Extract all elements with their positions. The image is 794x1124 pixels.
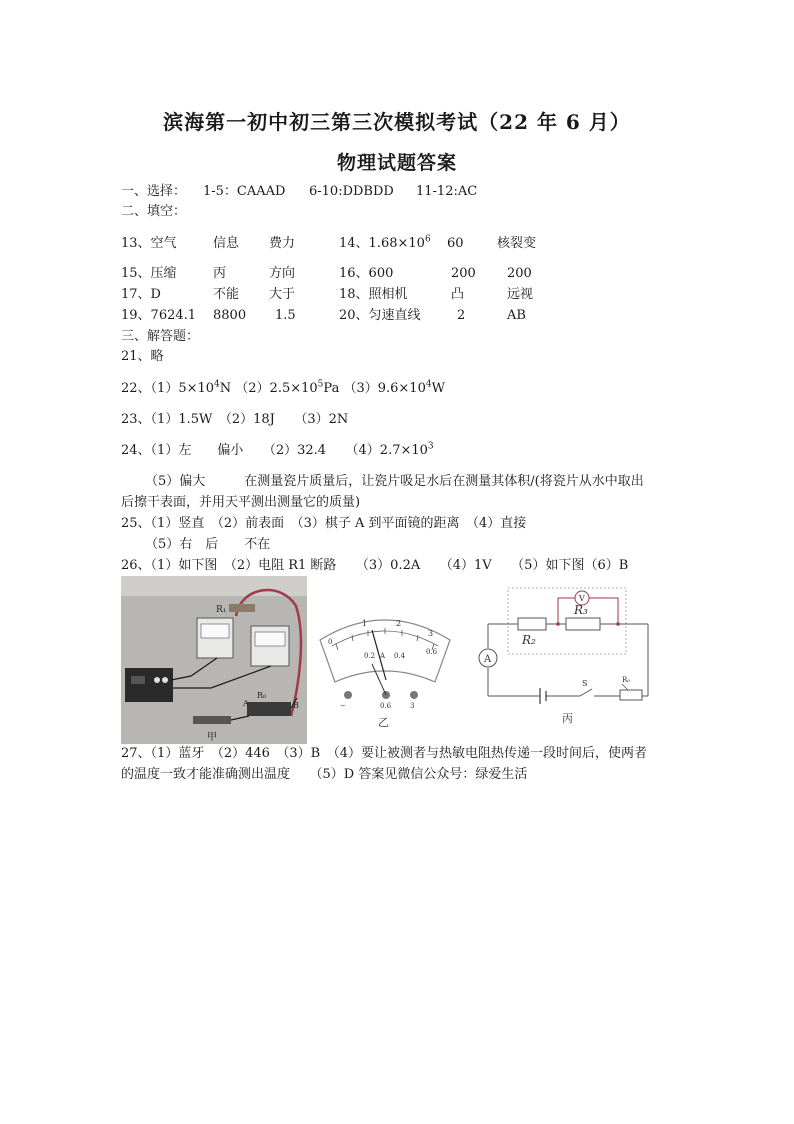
ammeter-label: A <box>484 654 492 665</box>
answer-q21: 21、略 <box>121 349 164 364</box>
terminal-3: 3 <box>410 702 415 710</box>
answer-q24 <box>121 443 434 459</box>
section-fill: 二、填空： <box>121 204 187 219</box>
answer-item: 方向 <box>269 266 296 281</box>
answer-q27: 27、（1）蓝牙 （2）446 （3）B （4）要让被测者与热敏电阻热传递一段时间后，使两者 <box>121 746 647 761</box>
answer-item: 凸 <box>451 287 465 302</box>
answer-item: 17、D <box>121 287 161 302</box>
dial-tick-1: 1 <box>362 619 368 628</box>
page-subtitle: 物理试题答案 <box>336 152 457 174</box>
answer-q25: 25、（1）竖直 （2）前表面 （3）棋子 A 到平面镜的距离 （4）直接 <box>121 516 527 531</box>
answer-item: 大于 <box>269 287 296 302</box>
figure-bing-circuit <box>470 580 670 728</box>
figure-bing-caption: 丙 <box>562 712 573 725</box>
unit: N <box>219 381 232 396</box>
answer-item: 核裂变 <box>497 236 537 251</box>
answer-item: 不能 <box>213 287 240 302</box>
answer-q24-line2: （5）偏大 在测量瓷片质量后，让瓷片吸足水后在测量其体积/(将瓷片从水中取出 <box>145 474 644 489</box>
dial-label-04: 0.4 <box>394 652 406 660</box>
answer-q24-line3: 后擦干表面，并用天平测出测量它的质量) <box>121 495 361 510</box>
exponent: 3 <box>427 441 434 452</box>
answer-text: 22、（1）5×10 <box>121 381 215 396</box>
answer-group: 11-12:AC <box>416 184 478 199</box>
answer-item: 13、空气 <box>121 236 177 251</box>
switch-label: S <box>582 679 588 688</box>
dial-tick-2: 2 <box>396 619 402 628</box>
answer-item: 16、600 <box>339 266 394 281</box>
answer-item: 20、匀速直线 <box>339 308 421 323</box>
answer-item: 200 <box>451 266 476 281</box>
photo-r1-label: R₁ <box>216 605 227 615</box>
answer-item: AB <box>507 308 526 323</box>
answer-text: 14、1.68×10 <box>339 236 425 251</box>
dial-tick-3: 3 <box>428 629 434 638</box>
terminal-06: 0.6 <box>380 702 392 710</box>
answer-item: 200 <box>507 266 532 281</box>
answer-item: 1.5 <box>275 308 296 323</box>
dial-tick-0: 0 <box>328 638 333 646</box>
r2-label: R₂ <box>522 633 536 647</box>
answer-q23: 23、（1）1.5W （2）18J （3）2N <box>121 412 349 427</box>
answer-item: 远视 <box>507 287 534 302</box>
answer-group: 6-10:DDBDD <box>309 184 394 199</box>
answer-item: 丙 <box>213 266 227 281</box>
answer-q27-line2: 的温度一致才能准确测出温度 （5）D 答案见微信公众号：绿爱生活 <box>121 767 528 782</box>
voltmeter-label: V <box>579 594 585 603</box>
exponent: 4 <box>425 379 432 390</box>
unit: Pa <box>323 381 340 396</box>
answer-item: 费力 <box>269 236 296 251</box>
dial-label-06: 0.6 <box>426 648 438 656</box>
answer-item: 8800 <box>213 308 247 323</box>
answer-q22 <box>121 381 445 397</box>
dial-label-02: 0.2 <box>364 652 376 660</box>
answer-item: 2 <box>457 308 466 323</box>
answer-item: 15、压缩 <box>121 266 177 281</box>
page-title: 滨海第一初中初三第三次模拟考试（22 年 6 月） <box>163 110 631 134</box>
rheostat-label: R₀ <box>622 676 631 684</box>
figure-jia-caption: 甲 <box>207 732 217 743</box>
answer-q25-line2: （5）右 后 不在 <box>145 537 271 552</box>
r3-label: R₃ <box>574 603 588 617</box>
photo-a-label: A <box>243 699 249 708</box>
section-solve: 三、解答题： <box>121 329 200 344</box>
figure-jia-photo <box>121 576 307 744</box>
exponent: 5 <box>317 379 324 390</box>
answer-text: （2）2.5×10 <box>235 381 318 396</box>
figure-yi-caption: 乙 <box>378 716 389 729</box>
photo-b-label: B <box>293 701 299 710</box>
answer-q26: 26、（1）如下图 （2）电阻 R1 断路 （3）0.2A （4）1V （5）如下图（6）B <box>121 558 629 573</box>
answer-group: 1-5：CAAAD <box>203 184 286 199</box>
photo-r0-label: R₀ <box>257 691 267 700</box>
exponent: 4 <box>214 379 220 390</box>
unit: W <box>431 381 445 396</box>
answer-item: 18、照相机 <box>339 287 408 302</box>
section-label: 一、选择： <box>121 184 187 199</box>
dial-label-unit: A <box>380 652 386 660</box>
answer-text: （3）9.6×10 <box>343 381 426 396</box>
answer-item: 19、7624.1 <box>121 308 197 323</box>
answer-item: 60 <box>447 236 464 251</box>
terminal-neg: − <box>340 702 346 710</box>
figure-yi-ammeter <box>310 600 460 730</box>
exponent: 6 <box>424 234 431 245</box>
answer-item: 信息 <box>213 236 240 251</box>
answer-item <box>339 236 431 252</box>
answer-text: 24、（1）左 偏小 （2）32.4 （4）2.7×10 <box>121 443 428 458</box>
